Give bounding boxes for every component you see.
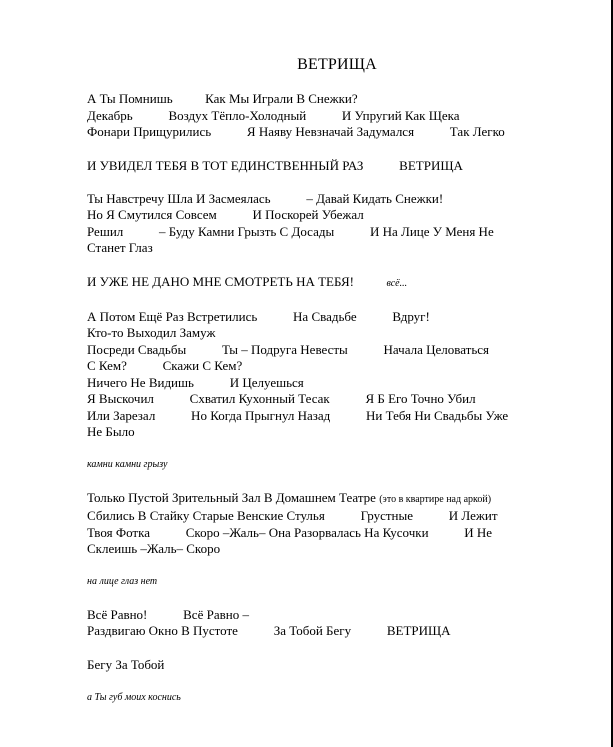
refrain-2: [87, 274, 587, 292]
stanza-4-line-1-aside: (это в квартире над аркой): [379, 493, 492, 505]
poem-line: Ничего Не Видишь И Целуешься: [87, 374, 304, 390]
stanza-4-line-1-main: Только Пустой Зрительный Зал В Домашнем Театре: [87, 489, 376, 505]
poem-line: Или Зарезал Но Когда Прыгнул Назад Ни Тебя Ни Свадьбы Уже: [87, 407, 509, 423]
poem-line: Раздвигаю Окно В Пустоте За Тобой Бегу ВЕТРИЩА: [87, 623, 451, 639]
refrain-1: И УВИДЕЛ ТЕБЯ В ТОТ ЕДИНСТВЕННЫЙ РАЗ ВЕТРИЩА: [87, 157, 463, 173]
stanza-1: [87, 91, 587, 140]
stanza-6: Бегу За Тобой: [87, 656, 165, 672]
refrain-2-tail: всё...: [386, 277, 408, 289]
italic-note-2: на лице глаз нет: [87, 576, 158, 588]
poem-line: Не Было: [87, 423, 135, 439]
stanza-2: [87, 191, 587, 257]
poem-line: Сбились В Стайку Старые Венские Стулья Грустные И Лежит: [87, 508, 498, 524]
poem-line: Но Я Смутился Совсем И Поскорей Убежал: [87, 207, 364, 223]
poem-line: Декабрь Воздух Тёпло-Холодный И Упругий Как Щека: [87, 107, 460, 123]
poem-line: С Кем? Скажи С Кем?: [87, 358, 243, 374]
poem-title: ВЕТРИЩА: [297, 56, 377, 73]
refrain-2-main: И УЖЕ НЕ ДАНО МНЕ СМОТРЕТЬ НА ТЕБЯ!: [87, 273, 355, 289]
poem-line: Фонари Прищурились Я Наяву Невзначай Задумался Так Легко: [87, 124, 505, 140]
poem-line: Я Выскочил Схватил Кухонный Тесак Я Б Его Точно Убил: [87, 391, 476, 407]
stanza-4: [87, 490, 587, 558]
italic-note-3: а Ты губ моих коснись: [87, 691, 181, 703]
stanza-3: [87, 309, 587, 440]
poem-line: А Потом Ещё Раз Встретились На Свадьбе Вдруг!: [87, 309, 430, 325]
poem-line: Твоя Фотка Скоро –Жаль– Она Разорвалась На Кусочки И Не: [87, 524, 493, 540]
document-body: [87, 57, 587, 706]
poem-line: Станет Глаз: [87, 240, 153, 256]
poem-line: Кто-то Выходил Замуж: [87, 325, 216, 341]
poem-line: Всё Равно! Всё Равно –: [87, 606, 249, 622]
poem-line: Посреди Свадьбы Ты – Подруга Невесты Начала Целоваться: [87, 341, 490, 357]
italic-note-1: камни камни грызу: [87, 459, 168, 471]
poem-line: Решил – Буду Камни Грызть С Досады И На Лице У Меня Не: [87, 223, 494, 239]
poem-line: [87, 490, 587, 508]
poem-line: А Ты Помнишь Как Мы Играли В Снежки?: [87, 91, 358, 107]
stanza-5: [87, 607, 587, 640]
poem-line: Склеишь –Жаль– Скоро: [87, 540, 221, 556]
poem-line: Ты Навстречу Шла И Засмеялась – Давай Кидать Снежки!: [87, 191, 444, 207]
